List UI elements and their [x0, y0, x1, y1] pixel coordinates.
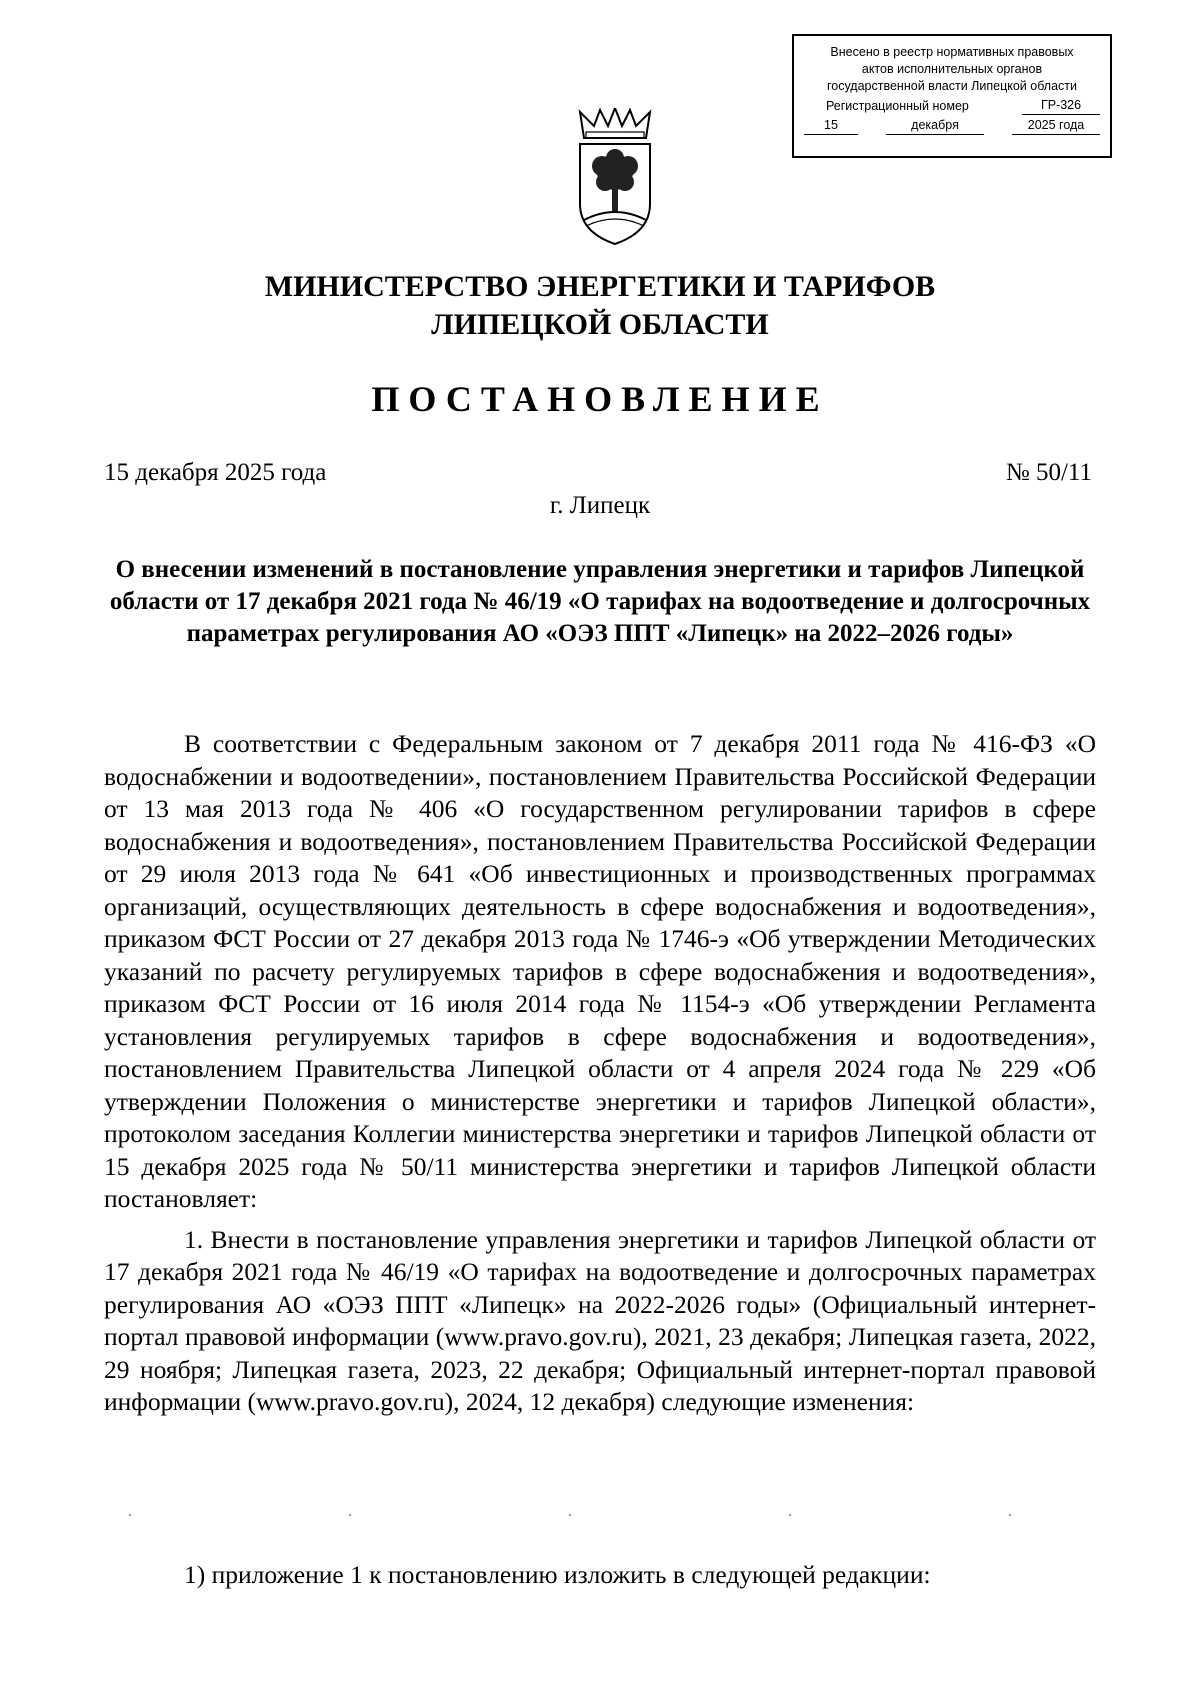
stamp-line-3: государственной власти Липецкой области — [826, 79, 1078, 93]
stamp-day: 15 — [804, 117, 858, 135]
point-1-paragraph: 1. Внести в постановление управления энергетики и тарифов Липецкой области от 17 декабря 2021 года № 46/19 «О тарифах на водоотведение и долгосрочных параметрах регулирования АО «ОЭЗ ППТ «Липецк» на 2022-2026 годы» (Официальный интернет-портал правовой информации (www.pravo.gov.ru), 2021, 23 декабря; Липецкая газета, 2022, 29 ноября; Липецкая газета, 2023, 22 декабря; Официальный интернет-портал правовой информации (www.pravo.gov.ru), 2024, 12 декабря) следующие изменения: — [104, 1224, 1096, 1416]
document-body — [104, 728, 1096, 1419]
document-city: г. Липецк — [549, 492, 651, 519]
stamp-reg-row — [804, 97, 1100, 115]
ministry-name-line-2: ЛИПЕЦКОЙ ОБЛАСТИ — [431, 308, 769, 341]
stamp-line-1: Внесено в реестр нормативных правовых — [830, 45, 1074, 59]
subpoint-1: 1) приложение 1 к постановлению изложить в следующей редакции: — [184, 1560, 931, 1589]
stamp-date-row — [804, 117, 1100, 135]
stamp-reg-label: Регистрационный номер — [826, 99, 969, 113]
stamp-line-2: актов исполнительных органов — [861, 62, 1043, 76]
lipetsk-coat-of-arms-icon — [570, 108, 660, 248]
document-number: № 50/11 — [1005, 459, 1092, 486]
stamp-month: декабря — [886, 117, 984, 135]
scan-artifact-dots — [20, 1514, 1180, 1516]
document-type: ПОСТАНОВЛЕНИЕ — [371, 379, 829, 419]
document-date: 15 декабря 2025 года — [104, 459, 327, 486]
stamp-year: 2025 года — [1012, 117, 1100, 135]
preamble-paragraph: В соответствии с Федеральным законом от 7 декабря 2011 года № 416-ФЗ «О водоснабжении и водоотведении», постановлением Правительства Российской Федерации от 13 мая 2013 года № 406 «О государственном регулировании тарифов в сфере водоснабжения и водоотведения», постановлением Правительства Российской Федерации от 29 июля 2013 года № 641 «Об инвестиционных и производственных программах организаций, осуществляющих деятельность в сфере водоснабжения и водоотведения», приказом ФСТ России от 27 декабря 2013 года № 1746-э «Об утверждении Методических указаний по расчету регулируемых тарифов в сфере водоснабжения и водоотведения», приказом ФСТ России от 16 июля 2014 года № 1154-э «Об утверждении Регламента установления регулируемых тарифов в сфере водоснабжения и водоотведения», постановлением Правительства Липецкой области от 4 апреля 2024 года № 229 «Об утверждении Положения о министерстве энергетики и тарифов Липецкой области», протоколом заседания Коллегии министерства энергетики и тарифов Липецкой области от 15 декабря 2025 года № 50/11 министерства энергетики и тарифов Липецкой области постановляет: — [104, 729, 1096, 1213]
ministry-name-line-1: МИНИСТЕРСТВО ЭНЕРГЕТИКИ И ТАРИФОВ — [264, 270, 936, 303]
stamp-reg-number: ГР-326 — [1022, 97, 1100, 115]
registry-stamp — [792, 34, 1112, 158]
document-title: О внесении изменений в постановление управления энергетики и тарифов Липецкой области от 17 декабря 2021 года № 46/19 «О тарифах на водоотведение и долгосрочных параметрах регулирования АО «ОЭЗ ППТ «Липецк» на 2022–2026 годы» — [109, 556, 1091, 647]
